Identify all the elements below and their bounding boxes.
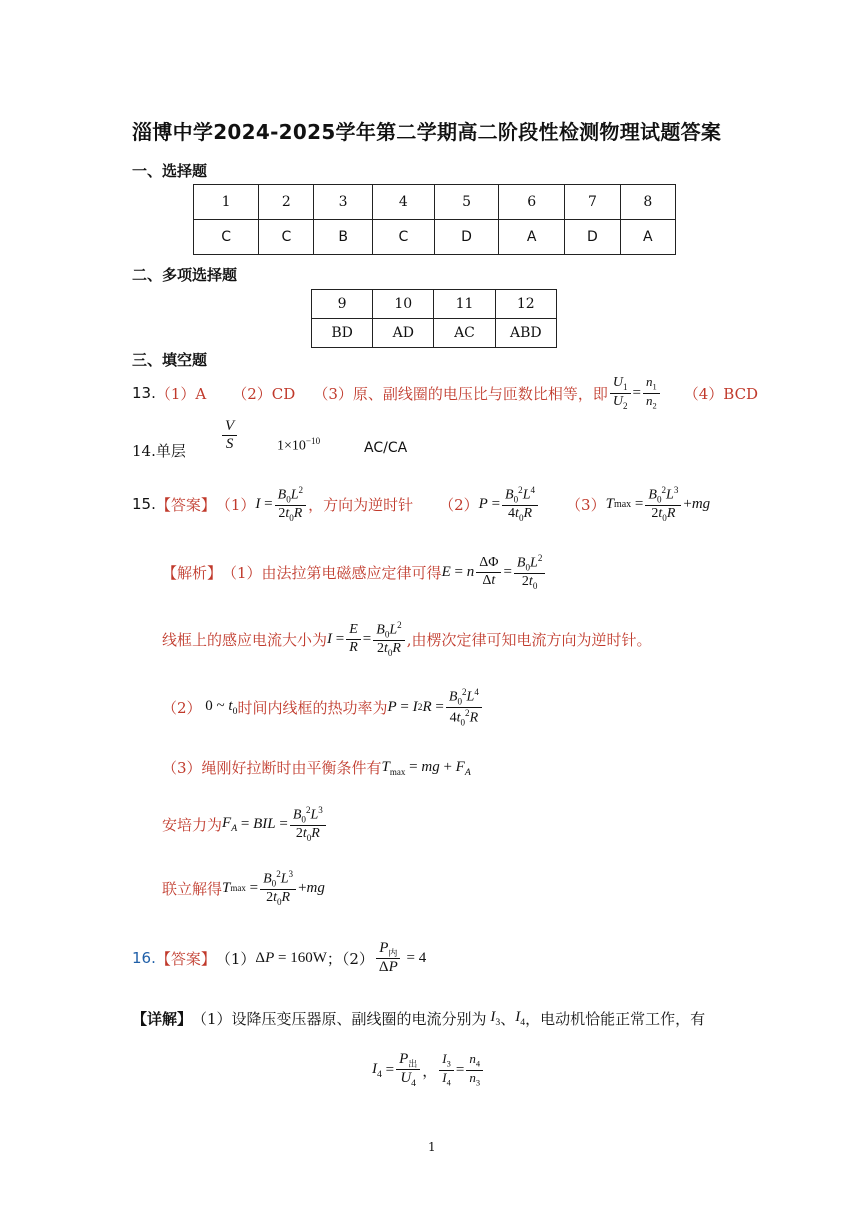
q15-exp-line2: 线框上的感应电流大小为 I = $\frac{E}{R}$ = $\frac{B_0L^2}{2t_0R}$ ,由楞次定律可知电流方向为逆时针。 bbox=[162, 619, 652, 658]
question-number: 5 bbox=[434, 185, 498, 220]
q16-part1-label: （1） bbox=[215, 949, 256, 968]
q15-exp3-pre: （2） bbox=[162, 698, 202, 717]
q13-voltage-ratio: $\frac{U_1}{U_2}$ bbox=[610, 375, 631, 411]
q14-number: 14.单层 bbox=[132, 442, 186, 460]
q13-part1: （1）A bbox=[155, 384, 207, 403]
q13-part4: （4）BCD bbox=[683, 384, 759, 403]
question-number: 11 bbox=[434, 290, 495, 319]
q14-direction: AC/CA bbox=[364, 440, 408, 456]
q15-exp5-text: 安培力为 bbox=[162, 815, 223, 834]
question-number: 12 bbox=[495, 290, 556, 319]
q15-number: 15. bbox=[132, 495, 156, 513]
answer-cell: B bbox=[314, 220, 372, 255]
question-number: 10 bbox=[373, 290, 434, 319]
question-number: 1 bbox=[194, 185, 259, 220]
q15-exp1-text: （1）由法拉第电磁感应定律可得 bbox=[222, 563, 442, 582]
section-fill-in: 三、填空题 bbox=[132, 351, 208, 369]
question-number: 4 bbox=[372, 185, 434, 220]
q15-part1-label: （1） bbox=[215, 495, 256, 514]
multi-choice-answer-table bbox=[311, 289, 557, 348]
q16-part2-label: ；（2） bbox=[326, 949, 374, 968]
question-number: 9 bbox=[312, 290, 373, 319]
q13-number: 13. bbox=[132, 384, 156, 402]
q16-detail-tag: 【详解】 bbox=[132, 1009, 193, 1028]
question-number: 6 bbox=[499, 185, 565, 220]
answer-cell: AC bbox=[434, 319, 495, 348]
answer-cell: A bbox=[620, 220, 675, 255]
question-number: 7 bbox=[565, 185, 620, 220]
q15-exp6-text: 联立解得 bbox=[162, 879, 223, 898]
q15-exp-line6: 联立解得 T max = $\frac{B_0^2L^3}{2t_0R}$ + mg bbox=[162, 868, 325, 907]
q16-detail: 【详解】 （1）设降压变压器原、副线圈的电流分别为 $I_3$ 、 $I_4$ ，电动机恰能正常工作，有 bbox=[132, 1008, 706, 1028]
q16-detail-text: （1）设降压变压器原、副线圈的电流分别为 bbox=[192, 1009, 487, 1028]
q15-exp-line5: 安培力为 $F_A$ = BIL = $\frac{B_0^2L^3}{2t_0R}$ bbox=[162, 802, 328, 846]
q15-exp-line1: 【解析】 （1）由法拉第电磁感应定律可得 E = n $\frac{\Delta\Phi}{\Delta t}$ = $\frac{B_0L^2}{2t_0}$ bbox=[162, 550, 547, 594]
q16-number: 16. bbox=[132, 949, 156, 967]
question-number: 8 bbox=[620, 185, 675, 220]
answer-cell: C bbox=[372, 220, 434, 255]
q15-exp2-pre: 线框上的感应电流大小为 bbox=[162, 630, 328, 649]
q14-answer bbox=[132, 418, 632, 470]
q15-part3-label: （3） bbox=[566, 495, 606, 514]
answer-cell: AD bbox=[373, 319, 434, 348]
q16-answer: 16. 【答案】 （1） ΔP = 160W ；（2） $\frac{P_内}{\Delta P}$ = 4 bbox=[132, 939, 427, 976]
answer-cell: D bbox=[434, 220, 498, 255]
section-choice: 一、选择题 bbox=[132, 162, 208, 180]
q13-answer: 13. （1）A （2）CD （3）原、副线圈的电压比与匝数比相等，即 $\frac{U_1}{U_2}$ = $\frac{n_1}{n_2}$ （4）BCD bbox=[132, 374, 759, 411]
q15-exp-line3: （2） 0 ~ $t_0$ 时间内线框的热功率为 P = I 2 R = $\frac{B_0^2L^4}{4t_0^2R}$ bbox=[162, 685, 484, 729]
answer-cell: D bbox=[565, 220, 620, 255]
q15-direction: ，方向为逆时针 bbox=[308, 495, 414, 514]
question-number: 3 bbox=[314, 185, 372, 220]
q16-detail-text2: ，电动机恰能正常工作，有 bbox=[525, 1009, 706, 1028]
answer-cell: BD bbox=[312, 319, 373, 348]
q14-v-over-s: $\frac{V}{S}$ bbox=[222, 418, 237, 454]
question-number: 2 bbox=[259, 185, 314, 220]
q15-answer-tag: 【答案】 bbox=[155, 495, 216, 514]
answer-cell: C bbox=[259, 220, 314, 255]
page-title: 淄博中学2024-2025学年第二学期高二阶段性检测物理试题答案 bbox=[132, 120, 722, 144]
answer-cell: A bbox=[499, 220, 565, 255]
q15-exp2-post: ,由楞次定律可知电流方向为逆时针。 bbox=[406, 630, 652, 649]
q15-exp4-text: （3）绳刚好拉断时由平衡条件有 bbox=[162, 758, 382, 777]
q16-detail-formula: $I_4$ = $\frac{P_出}{U_4}$ ， $\frac{I_3}{I_4}$ = $\frac{n_4}{n_3}$ bbox=[372, 1046, 485, 1094]
q15-explanation-tag: 【解析】 bbox=[162, 563, 223, 582]
answer-cell: C bbox=[194, 220, 259, 255]
choice-answer-table bbox=[193, 184, 676, 255]
q15-exp-line4: （3）绳刚好拉断时由平衡条件有 $T_{max}$ = mg + $F_A$ bbox=[162, 758, 471, 778]
answer-cell: ABD bbox=[495, 319, 556, 348]
q15-exp3-mid: 时间内线框的热功率为 bbox=[237, 698, 388, 717]
q16-answer-tag: 【答案】 bbox=[155, 949, 216, 968]
q13-turns-ratio: $\frac{n_1}{n_2}$ bbox=[643, 375, 660, 411]
section-multi-choice: 二、多项选择题 bbox=[132, 266, 238, 284]
q13-part3: （3）原、副线圈的电压比与匝数比相等，即 bbox=[313, 384, 608, 403]
q14-value: $1\times 10^{-10}$ bbox=[277, 436, 321, 454]
q15-answer: 15. 【答案】 （1） I = $\frac{B_0L^2}{2t_0R}$ ，方向为逆时针 （2） P = $\frac{B_0^2L^4}{4t_0R}$ （3） T max = $\frac{B_0^2L^3}{2t_0R}$ + mg bbox=[132, 484, 711, 523]
page-number: 1 bbox=[428, 1140, 436, 1154]
q13-part2: （2）CD bbox=[232, 384, 296, 403]
q15-part2-label: （2） bbox=[439, 495, 479, 514]
